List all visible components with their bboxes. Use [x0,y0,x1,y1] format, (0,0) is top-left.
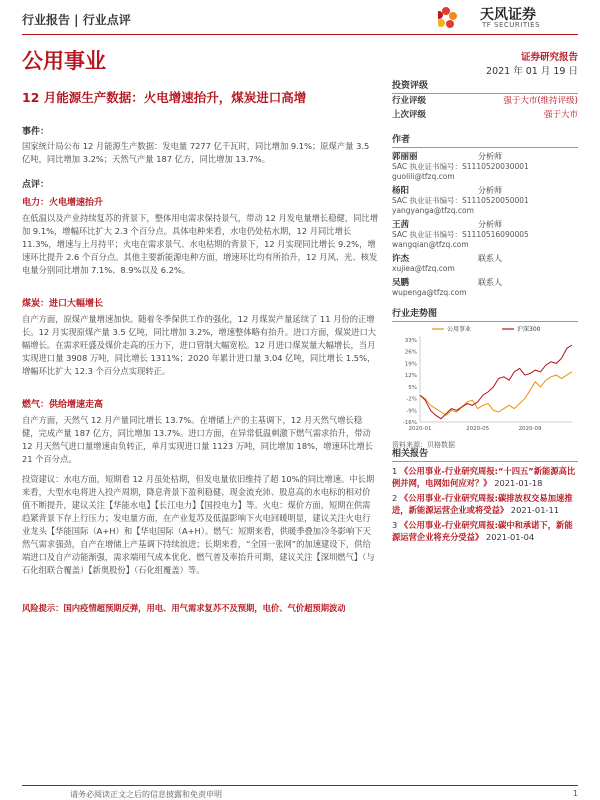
analyst-cert: SAC 执业证书编号：S1110520030001 [392,162,529,171]
trend-heading: 行业走势图 [392,306,578,322]
analyst-name: 许杰 [392,254,410,264]
series-line-0 [420,372,572,416]
trend-chart [392,322,578,434]
author-box [392,132,578,298]
investment-advice: 投资建议：水电方面，短期看 12 月虽处枯期，但发电量依旧维持了超 10%的同比增速。中长期来看，大型水电将进入投产周期，降息背景下盈利稳健、现金流充沛、股息高的水电标的相对价值不断提升，建议关注【华能水电】【长江电力】【国投电力】等。火电：煤价方面，短期在供需趋紧背景下存上行压力；发电量方面，在产业复苏及低温影响下火电回暖明显，建议关注火电行业龙头【华能国际（A+H）和【华电国际（A+H）。燃气：短期来看，供暖季叠加冷冬影响下天然气需求强劲，自产在增储上产基调下持续浪进；长期来看，“全国一张网”的加速建设下，供给端进口及自产动能渐强，需求端用气成本优化、燃气普及率抬升可期，建议关注【深圳燃气】（与石化组联合覆盖）【新奥股份】（石化组覆盖）等。 [22,474,375,575]
analyst-entry [392,220,578,250]
analyst-email[interactable]: guolili@tfzq.com [392,172,455,181]
gas-heading: 燃气：供给增速走高 [22,400,104,410]
series-line-1 [420,345,572,419]
report-title: 12 月能源生产数据：火电增速抬升，煤炭进口高增 [22,90,307,105]
analyst-role: 分析师 [478,186,502,195]
x-tick-label: 2020-09 [518,426,542,432]
analyst-entry [392,254,578,274]
prev-rating-label: 上次评级 [392,110,427,120]
related-report-date: 2021-01-11 [508,505,560,515]
legend-label: 公用事业 [447,326,472,333]
coal-heading: 煤炭：进口大幅增长 [22,299,104,309]
risk-warning: 风险提示：国内疫情超预期反弹，用电、用气需求复苏不及预期，电价、气价超预期波动 [22,603,346,613]
chart-source: 资料来源：贝格数据 [392,441,455,449]
analyst-email[interactable]: xujiea@tfzq.com [392,264,455,273]
analyst-cert: SAC 执业证书编号：S1110520050001 [392,196,529,205]
rating-label: 行业评级 [392,96,427,106]
y-tick-label: 33% [404,338,417,344]
related-report-title[interactable]: 《公用事业-行业研究周报:碳排放权交易加速推进，新能源运营企业或将受益》 [392,493,573,515]
related-report-date: 2021-01-18 [491,478,543,488]
analyst-email[interactable]: wangqian@tfzq.com [392,240,469,249]
prev-rating-value: 强于大市 [543,110,578,120]
analyst-entry [392,186,578,216]
related-heading: 相关报告 [392,446,578,462]
event-heading: 事件： [22,127,50,137]
rating-value: 强于大市(维持评级) [503,96,578,106]
gas-text: 自产方面，天然气 12 月产量同比增长 13.7%。在增储上产的主基调下，12 月天然气增长稳健，完成产量 187 亿方，同比增加 13.7%。进口方面，在异常低温刺激下燃气需求抬升，带动 12 月天然气进口量增速由负转正，单月实现进口量 1123 万吨，同比增加 18%，增速环比增长 21 个百分点。 [22,415,374,464]
header-divider [22,34,578,35]
power-heading: 电力：火电增速抬升 [22,198,104,208]
analyst-list [392,152,578,298]
related-report-item[interactable] [392,492,578,516]
y-tick-label: -2% [406,396,417,403]
analyst-entry [392,152,578,182]
coal-text: 自产方面，原煤产量增速加快。随着冬季保供工作的强化，12 月煤炭产量延续了 11 月份的正增长。12 月实现原煤产量 3.5 亿吨，同比增加 3.2%，增速整体略有抬升。进口方面，煤炭进口大幅增长。在需求旺盛及煤价走高的压力下，进口管制大幅宽松。12 月进口煤炭量大幅增长，当月实现进口量 3908 万吨，同比增长 1311%；2020 年累计进口量 3.04 亿吨，同比增长 1.5%，增幅环比扩大 12.3 个百分点实现转正。 [22,314,377,376]
page-number: 1 [572,789,578,798]
power-text: 在低温以及产业持续复苏的背景下，整体用电需求保持景气，带动 12 月发电量增长稳健，同比增加 9.1%，增幅环比扩大 2.3 个百分点。具体电种来看，水电仍处枯水期，12 月同比增长 11.3%，增速与上月持平；火电在需求景气、水电枯期的背景下，12 月实现同比增长 9.2%，增速环比提升 2.6 个百分点。其他主要新能源电种方面，增速环比均有所抬升，12 月风、光、核发电量分别同比增加 7.1%、8.9%以及 6.2%。 [22,213,379,275]
related-box [392,446,578,543]
related-report-title[interactable]: 《公用事业-行业研究周报:“十四五”新能源高比例并网，电网如何应对？》 [392,466,576,488]
y-tick-label: 12% [404,373,417,380]
y-tick-label: 26% [404,349,417,356]
report-date: 2021 年 01 月 19 日 [486,66,578,77]
analyst-role: 联系人 [478,254,502,263]
related-report-title[interactable]: 《公用事业-行业研究周报:碳中和承诺下，新能源运营企业将充分受益》 [392,520,573,542]
logo-name: 天风证券 [480,7,536,23]
x-tick-label: 2020-01 [408,426,432,432]
analyst-name: 杨阳 [392,186,410,196]
rating-heading: 投资评级 [392,78,578,94]
related-report-num: 1 [392,466,400,476]
comment-heading: 点评： [22,180,50,190]
report-type: 证券研究报告 [520,52,578,63]
author-heading: 作者 [392,132,578,148]
analyst-entry [392,278,578,298]
footer-divider [22,785,578,786]
rating-box [392,78,578,122]
footer-disclaimer: 请务必阅读正文之后的信息披露和免责申明 [70,790,222,799]
trend-box [392,306,578,450]
analyst-email[interactable]: yangyanga@tfzq.com [392,206,474,215]
y-tick-label: 19% [404,361,417,368]
y-tick-label: 5% [408,384,417,391]
logo-en: TF SECURITIES [482,21,541,29]
related-report-item[interactable] [392,465,578,489]
analyst-role: 分析师 [478,220,502,229]
y-tick-label: -16% [402,420,417,426]
prev-rating-row [392,108,578,122]
related-report-num: 3 [392,520,400,530]
event-text: 国家统计局公布 12 月能源生产数据：发电量 7277 亿千瓦时，同比增加 9.1%；原煤产量 3.5 亿吨，同比增加 3.2%；天然气产量 187 亿方，同比增加 13.7%。 [22,141,370,164]
analyst-email[interactable]: wupenga@tfzq.com [392,288,467,297]
x-tick-label: 2020-05 [466,426,490,432]
analyst-name: 郭丽丽 [392,152,418,162]
breadcrumb: 行业报告 | 行业点评 [22,13,131,27]
analyst-name: 吴鹏 [392,278,410,288]
main-title: 公用事业 [22,49,106,73]
related-report-item[interactable] [392,519,578,543]
legend-label: 沪深300 [517,326,541,333]
related-list [392,465,578,543]
related-report-date: 2021-01-04 [483,532,535,542]
analyst-role: 分析师 [478,152,502,161]
related-report-num: 2 [392,493,400,503]
analyst-cert: SAC 执业证书编号：S1110516090005 [392,230,529,239]
analyst-role: 联系人 [478,278,502,287]
y-tick-label: -9% [406,408,417,415]
rating-row [392,94,578,108]
analyst-name: 王茜 [392,220,410,230]
